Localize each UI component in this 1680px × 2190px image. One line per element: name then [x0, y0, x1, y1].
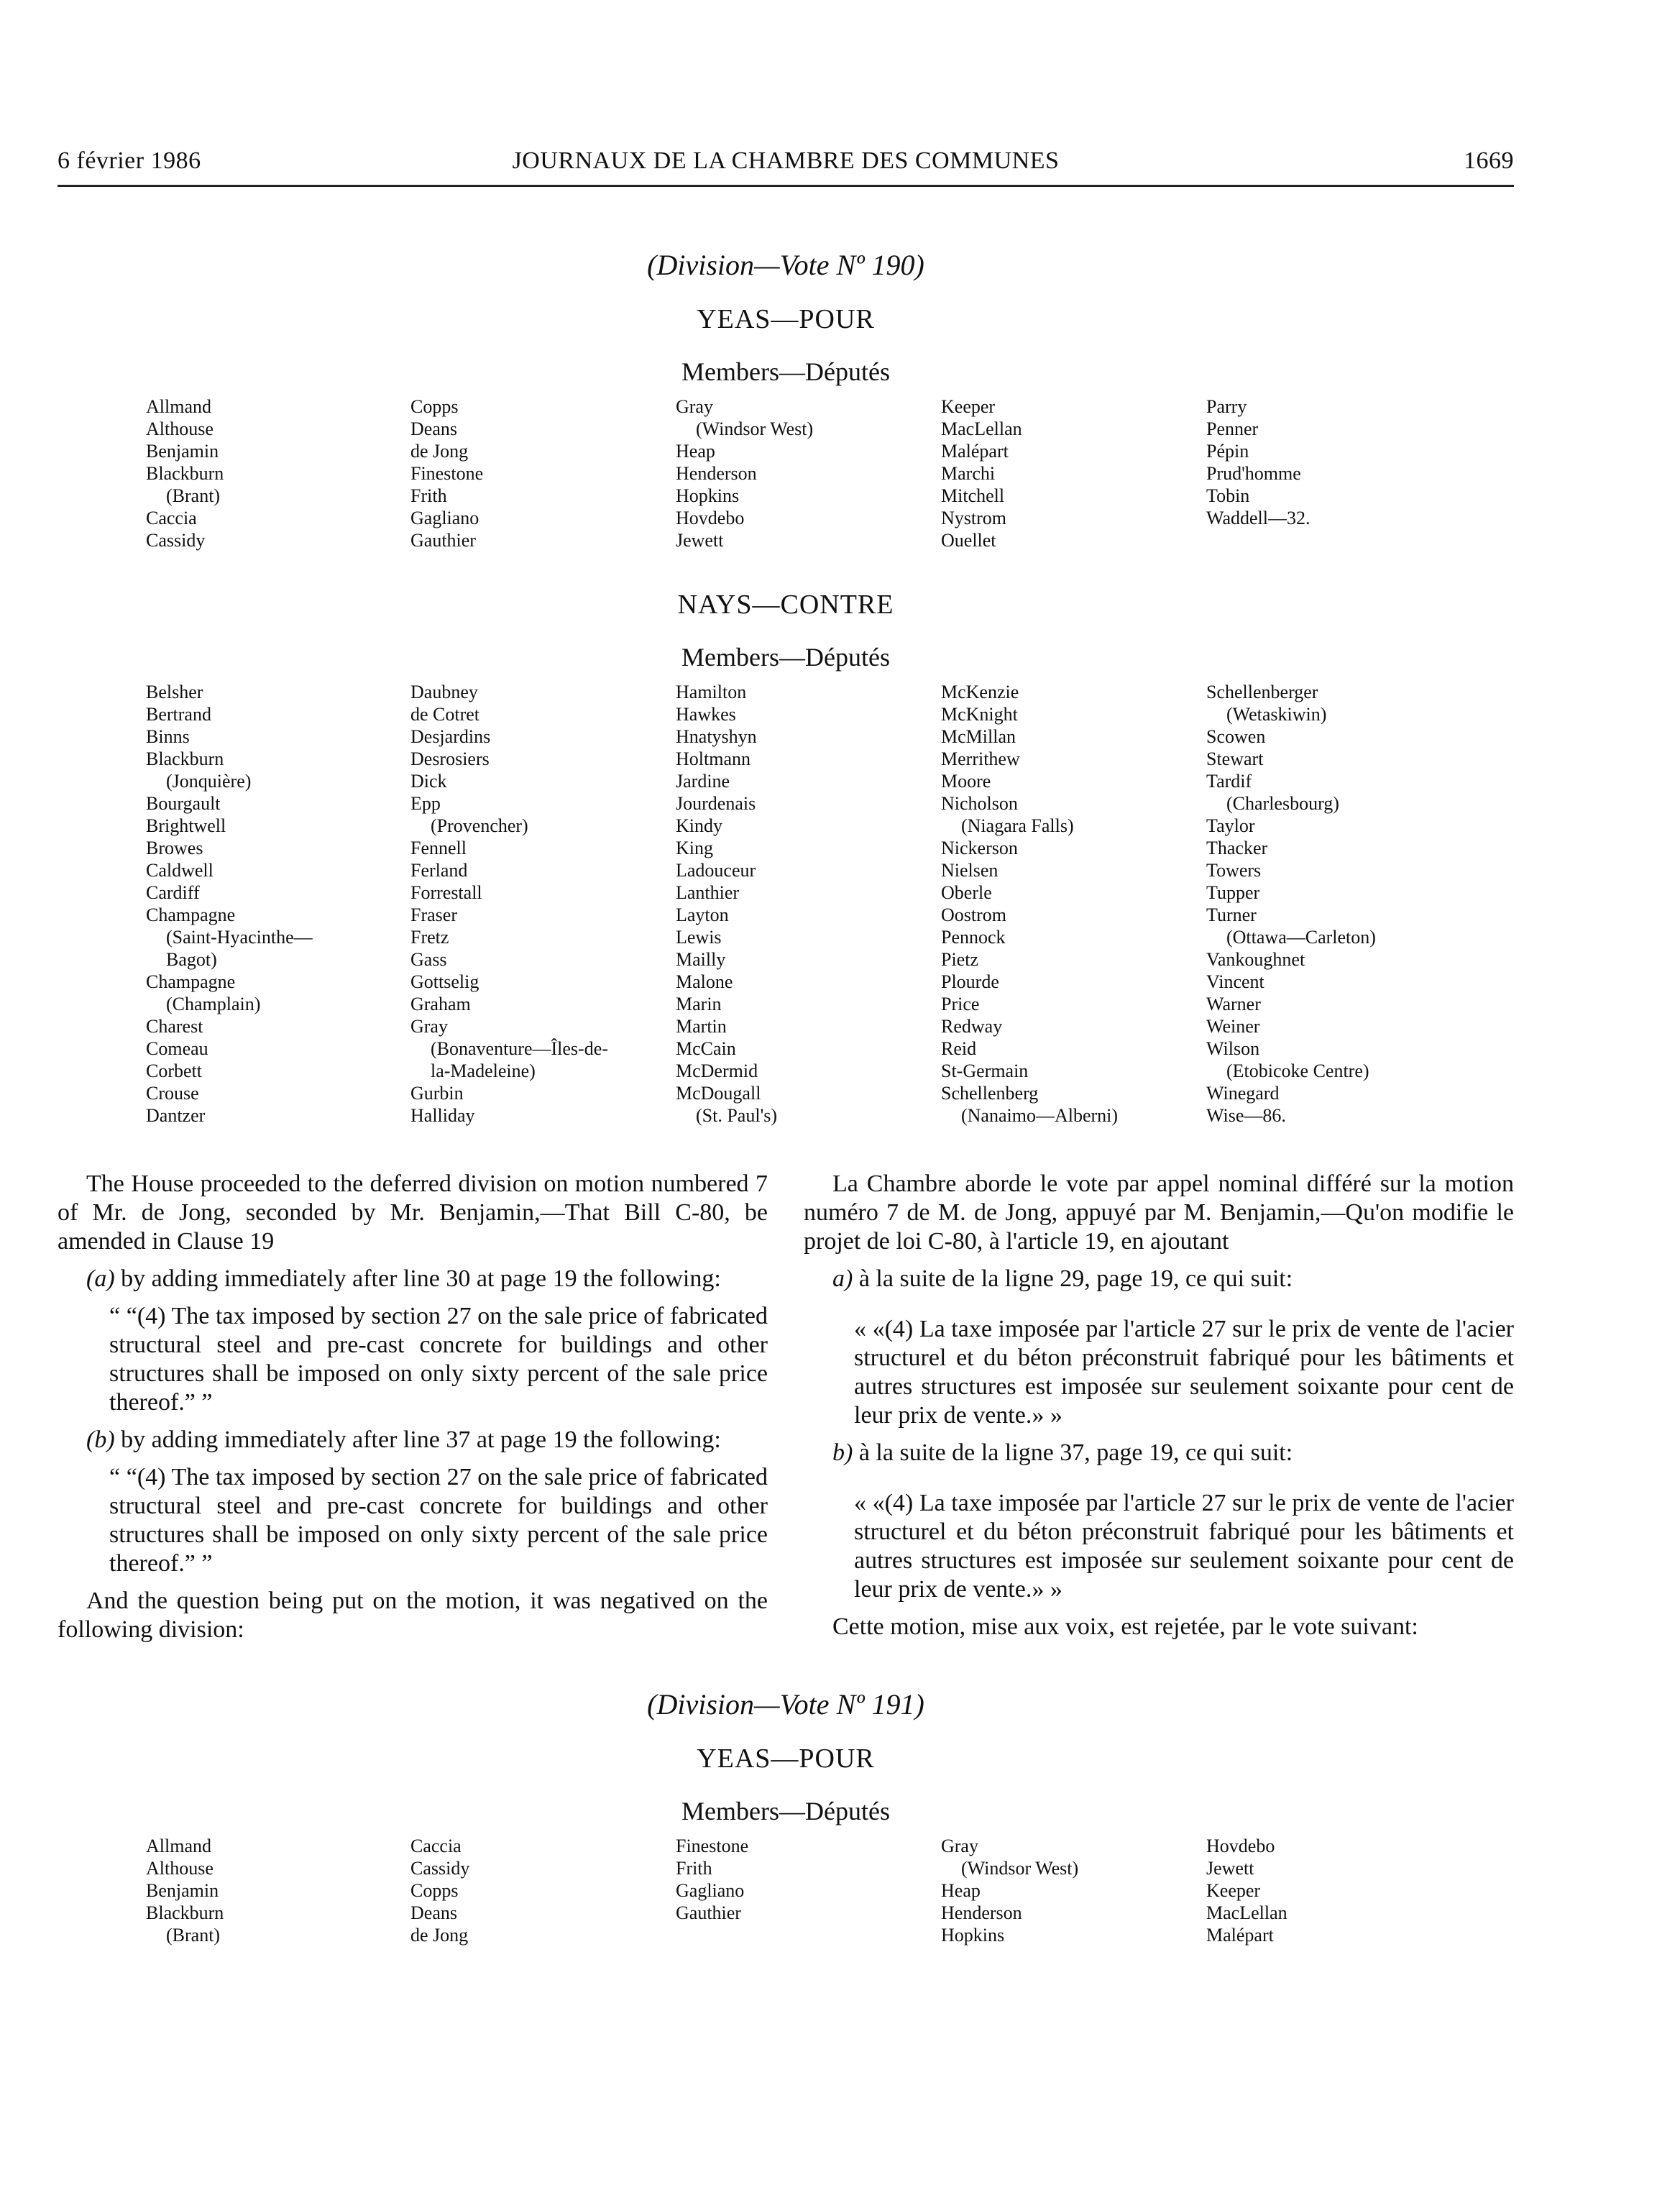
- member-name: Warner: [1206, 994, 1261, 1014]
- quote-a-en: “ “(4) The tax imposed by section 27 on the sale price of fabricated structural steel and pre-cast concrete for buildings and other structures shall be imposed on only sixty percent of the sale price thereof.” ”: [109, 1303, 768, 1416]
- member-name: Desjardins: [410, 726, 491, 747]
- member-name: Heap: [941, 1880, 981, 1901]
- member-name: (Niagara Falls): [961, 815, 1074, 836]
- member-name: Gagliano: [410, 508, 479, 528]
- member-name: Henderson: [676, 463, 757, 484]
- member-name: Daubney: [410, 682, 478, 702]
- name-column: [146, 395, 410, 551]
- member-name: McDougall: [676, 1083, 761, 1104]
- name-column: [676, 395, 941, 551]
- member-name: Martin: [676, 1016, 727, 1037]
- member-name: Lewis: [676, 927, 722, 948]
- member-name: Caldwell: [146, 860, 214, 881]
- name-column: [941, 395, 1206, 551]
- member-name: Penner: [1206, 418, 1259, 439]
- member-name: Nielsen: [941, 860, 999, 881]
- member-name: Vankoughnet: [1206, 949, 1305, 970]
- member-name: Marin: [676, 994, 722, 1014]
- page-number: 1669: [1464, 147, 1514, 174]
- member-name: Tardif: [1206, 771, 1252, 792]
- member-name: Ladouceur: [676, 860, 756, 881]
- member-name: Pietz: [941, 949, 978, 970]
- division-191-title: (Division—Vote Nº 191): [647, 1688, 924, 1721]
- member-name: Hovdebo: [1206, 1836, 1275, 1856]
- member-name: (St. Paul's): [696, 1105, 778, 1126]
- amendment-a-en: [58, 1265, 768, 1293]
- member-name: Binns: [146, 726, 190, 747]
- member-name: Vincent: [1206, 971, 1264, 992]
- member-name: (Brant): [166, 1925, 221, 1946]
- member-name: Gagliano: [676, 1880, 745, 1901]
- member-name: de Cotret: [410, 704, 480, 725]
- name-column: [676, 681, 941, 1127]
- member-name: McDermid: [676, 1060, 758, 1081]
- motion-english: [58, 1170, 768, 1653]
- member-name: Turner: [1206, 904, 1257, 925]
- member-name: (Nanaimo—Alberni): [961, 1105, 1119, 1126]
- motion-french: [804, 1170, 1514, 1653]
- member-name: Schellenberg: [941, 1083, 1039, 1104]
- amendment-a-label-en: (a): [86, 1265, 115, 1292]
- member-name: Redway: [941, 1016, 1003, 1037]
- amendment-b-en: [58, 1426, 768, 1454]
- yeas-heading: YEAS—POUR: [697, 1744, 875, 1774]
- nays-heading: NAYS—CONTRE: [677, 590, 894, 620]
- member-name: Gray: [410, 1016, 448, 1037]
- member-name: Hopkins: [941, 1925, 1005, 1946]
- member-name: Finestone: [410, 463, 484, 484]
- member-name: (Champlain): [166, 994, 261, 1014]
- member-name: Layton: [676, 904, 729, 925]
- member-name: Fraser: [410, 904, 457, 925]
- member-name: Winegard: [1206, 1083, 1280, 1104]
- member-name: Gass: [410, 949, 447, 970]
- name-column: [941, 681, 1206, 1127]
- amendment-b-text-en: by adding immediately after line 37 at page 19 the following:: [114, 1426, 721, 1453]
- member-name: Halliday: [410, 1105, 475, 1126]
- member-name: Pennock: [941, 927, 1006, 948]
- member-name: Frith: [410, 485, 447, 506]
- member-name: Keeper: [941, 396, 996, 417]
- division-190-title: (Division—Vote Nº 190): [647, 249, 924, 281]
- member-name: Weiner: [1206, 1016, 1260, 1037]
- member-name: MacLellan: [941, 418, 1022, 439]
- member-name: Ouellet: [941, 530, 996, 551]
- member-name: Ferland: [410, 860, 468, 881]
- member-name: Hawkes: [676, 704, 736, 725]
- member-name: Marchi: [941, 463, 996, 484]
- member-name: Belsher: [146, 682, 203, 702]
- name-column: [410, 681, 676, 1127]
- amendment-b-label-en: (b): [86, 1426, 115, 1453]
- member-name: Malépart: [941, 441, 1009, 462]
- yeas-heading: YEAS—POUR: [697, 304, 875, 334]
- member-name: Oostrom: [941, 904, 1006, 925]
- member-name: Althouse: [146, 418, 214, 439]
- member-name: (Charlesbourg): [1226, 793, 1339, 814]
- member-name: McCain: [676, 1038, 736, 1059]
- motion-text: [58, 1170, 1514, 1653]
- amendment-a-text-fr: à la suite de la ligne 29, page 19, ce qui suit:: [853, 1265, 1293, 1292]
- member-name: (Wetaskiwin): [1226, 704, 1327, 725]
- member-name: Hopkins: [676, 485, 740, 506]
- member-name: Benjamin: [146, 1880, 219, 1901]
- member-name: Cardiff: [146, 882, 200, 903]
- member-name: Henderson: [941, 1902, 1022, 1923]
- page-header: [58, 147, 1514, 187]
- amendment-a-text-en: by adding immediately after line 30 at page 19 the following:: [114, 1265, 721, 1292]
- member-name: Comeau: [146, 1038, 208, 1059]
- member-name: la-Madeleine): [431, 1060, 536, 1081]
- member-name: Heap: [676, 441, 715, 462]
- member-name: Plourde: [941, 971, 999, 992]
- member-name: Gurbin: [410, 1083, 464, 1104]
- quote-b-en: “ “(4) The tax imposed by section 27 on the sale price of fabricated structural steel and pre-cast concrete for buildings and other structures shall be imposed on only sixty percent of the sale price thereof.” ”: [109, 1464, 768, 1577]
- member-name: Dick: [410, 771, 447, 792]
- member-name: Champagne: [146, 971, 236, 992]
- member-name: Blackburn: [146, 463, 224, 484]
- members-label: Members—Députés: [681, 643, 890, 672]
- header-date: 6 février 1986: [58, 147, 201, 174]
- member-name: Lanthier: [676, 882, 740, 903]
- member-name: (Windsor West): [696, 418, 814, 439]
- member-name: Blackburn: [146, 748, 224, 769]
- member-name: Graham: [410, 994, 471, 1014]
- member-name: Prud'homme: [1206, 463, 1301, 484]
- member-name: Althouse: [146, 1858, 214, 1879]
- member-name: Nickerson: [941, 838, 1018, 858]
- member-name: Fennell: [410, 838, 467, 858]
- name-column: [1206, 1835, 1472, 1946]
- member-name: (Etobicoke Centre): [1226, 1060, 1369, 1081]
- member-name: (Provencher): [431, 815, 528, 836]
- amendment-b-fr: [804, 1439, 1514, 1467]
- member-name: Jourdenais: [676, 793, 756, 814]
- member-name: Hamilton: [676, 682, 747, 702]
- member-name: Hnatyshyn: [676, 726, 757, 747]
- member-name: Pépin: [1206, 441, 1249, 462]
- member-name: Browes: [146, 838, 203, 858]
- nays-190-names: [146, 681, 1514, 1127]
- amendment-a-fr: [804, 1265, 1514, 1293]
- member-name: Allmand: [146, 396, 211, 417]
- member-name: McKenzie: [941, 682, 1019, 702]
- member-name: Forrestall: [410, 882, 482, 903]
- member-name: Towers: [1206, 860, 1262, 881]
- name-column: [410, 395, 676, 551]
- member-name: (Windsor West): [961, 1858, 1079, 1879]
- member-name: de Jong: [410, 441, 469, 462]
- member-name: Stewart: [1206, 748, 1264, 769]
- member-name: Cassidy: [410, 1858, 470, 1879]
- member-name: Caccia: [410, 1836, 462, 1856]
- member-name: Corbett: [146, 1060, 202, 1081]
- member-name: Benjamin: [146, 441, 219, 462]
- amendment-b-label-fr: b): [832, 1439, 853, 1466]
- member-name: Gauthier: [676, 1902, 741, 1923]
- member-name: (Ottawa—Carleton): [1226, 927, 1376, 948]
- yeas-190-names: [146, 395, 1514, 551]
- member-name: Nicholson: [941, 793, 1018, 814]
- name-column: [676, 1835, 941, 1946]
- member-name: Mailly: [676, 949, 726, 970]
- member-name: Tupper: [1206, 882, 1260, 903]
- member-name: Jewett: [676, 530, 724, 551]
- member-name: Holtmann: [676, 748, 751, 769]
- yeas-191-names: [146, 1835, 1514, 1946]
- header-title: JOURNAUX DE LA CHAMBRE DES COMMUNES: [512, 147, 1060, 174]
- members-label: Members—Députés: [681, 357, 890, 386]
- member-name: Bourgault: [146, 793, 221, 814]
- member-name: Champagne: [146, 904, 236, 925]
- member-name: Thacker: [1206, 838, 1268, 858]
- name-column: [146, 1835, 410, 1946]
- name-column: [146, 681, 410, 1127]
- member-name: Hovdebo: [676, 508, 745, 528]
- member-name: Deans: [410, 418, 457, 439]
- member-name: Scowen: [1206, 726, 1266, 747]
- member-name: Schellenberger: [1206, 682, 1318, 702]
- member-name: St-Germain: [941, 1060, 1029, 1081]
- member-name: Malone: [676, 971, 733, 992]
- motion-result-en: And the question being put on the motion, it was negatived on the following division:: [58, 1587, 768, 1643]
- member-name: Deans: [410, 1902, 457, 1923]
- member-name: Waddell—32.: [1206, 508, 1311, 528]
- member-name: Mitchell: [941, 485, 1005, 506]
- member-name: (Jonquière): [166, 771, 252, 792]
- member-name: Taylor: [1206, 815, 1255, 836]
- member-name: Blackburn: [146, 1902, 224, 1923]
- name-column: [1206, 395, 1472, 551]
- member-name: Finestone: [676, 1836, 749, 1856]
- member-name: Kindy: [676, 815, 722, 836]
- quote-b-fr: « «(4) La taxe imposée par l'article 27 sur le prix de vente de l'acier structurel et du béton préconstruit fabriqué pour les bâtiments et autres structures est imposée sur seulement soixante pour cent de leur prix de vente.» »: [854, 1490, 1514, 1603]
- division-191: [58, 1687, 1514, 1946]
- member-name: (Brant): [166, 485, 221, 506]
- member-name: Charest: [146, 1016, 203, 1037]
- member-name: Bagot): [166, 949, 217, 970]
- journal-page: [58, 147, 1514, 1946]
- member-name: Wilson: [1206, 1038, 1260, 1059]
- member-name: Copps: [410, 1880, 459, 1901]
- member-name: McMillan: [941, 726, 1016, 747]
- member-name: Merrithew: [941, 748, 1020, 769]
- member-name: Copps: [410, 396, 459, 417]
- name-column: [941, 1835, 1206, 1946]
- motion-intro-en: The House proceeded to the deferred division on motion numbered 7 of Mr. de Jong, seconded by Mr. Benjamin,—That Bill C-80, be amended in Clause 19: [58, 1170, 768, 1255]
- member-name: Crouse: [146, 1083, 199, 1104]
- member-name: Dantzer: [146, 1105, 206, 1126]
- member-name: (Bonaventure—Îles-de-: [431, 1038, 608, 1059]
- amendment-a-label-fr: a): [832, 1265, 853, 1292]
- member-name: Allmand: [146, 1836, 211, 1856]
- member-name: Gray: [941, 1836, 978, 1856]
- member-name: Gauthier: [410, 530, 476, 551]
- member-name: Gray: [676, 396, 713, 417]
- member-name: Jewett: [1206, 1858, 1254, 1879]
- motion-intro-fr: La Chambre aborde le vote par appel nominal différé sur la motion numéro 7 de M. de Jong, appuyé par M. Benjamin,—Qu'on modifie le projet de loi C-80, à l'article 19, en ajoutant: [804, 1170, 1514, 1255]
- member-name: Malépart: [1206, 1925, 1274, 1946]
- member-name: Keeper: [1206, 1880, 1261, 1901]
- member-name: Price: [941, 994, 980, 1014]
- amendment-b-text-fr: à la suite de la ligne 37, page 19, ce qui suit:: [853, 1439, 1293, 1466]
- member-name: Bertrand: [146, 704, 211, 725]
- member-name: Oberle: [941, 882, 992, 903]
- motion-result-fr: Cette motion, mise aux voix, est rejetée, par le vote suivant:: [832, 1613, 1418, 1640]
- member-name: Parry: [1206, 396, 1247, 417]
- division-190: [58, 248, 1514, 1127]
- member-name: Gottselig: [410, 971, 479, 992]
- name-column: [410, 1835, 676, 1946]
- members-label: Members—Députés: [681, 1797, 890, 1825]
- member-name: McKnight: [941, 704, 1018, 725]
- member-name: Brightwell: [146, 815, 226, 836]
- member-name: de Jong: [410, 1925, 469, 1946]
- member-name: Desrosiers: [410, 748, 490, 769]
- member-name: MacLellan: [1206, 1902, 1287, 1923]
- member-name: Tobin: [1206, 485, 1250, 506]
- member-name: Caccia: [146, 508, 197, 528]
- member-name: Frith: [676, 1858, 712, 1879]
- member-name: Fretz: [410, 927, 449, 948]
- name-column: [1206, 681, 1472, 1127]
- member-name: (Saint-Hyacinthe—: [166, 927, 313, 948]
- member-name: Wise—86.: [1206, 1105, 1286, 1126]
- member-name: Cassidy: [146, 530, 206, 551]
- member-name: Nystrom: [941, 508, 1006, 528]
- member-name: Reid: [941, 1038, 977, 1059]
- quote-a-fr: « «(4) La taxe imposée par l'article 27 sur le prix de vente de l'acier structurel et du béton préconstruit fabriqué pour les bâtiments et autres structures est imposée sur seulement soixante pour cent de leur prix de vente.» »: [854, 1316, 1514, 1429]
- member-name: Epp: [410, 793, 441, 814]
- member-name: Jardine: [676, 771, 730, 792]
- member-name: Moore: [941, 771, 991, 792]
- member-name: King: [676, 838, 713, 858]
